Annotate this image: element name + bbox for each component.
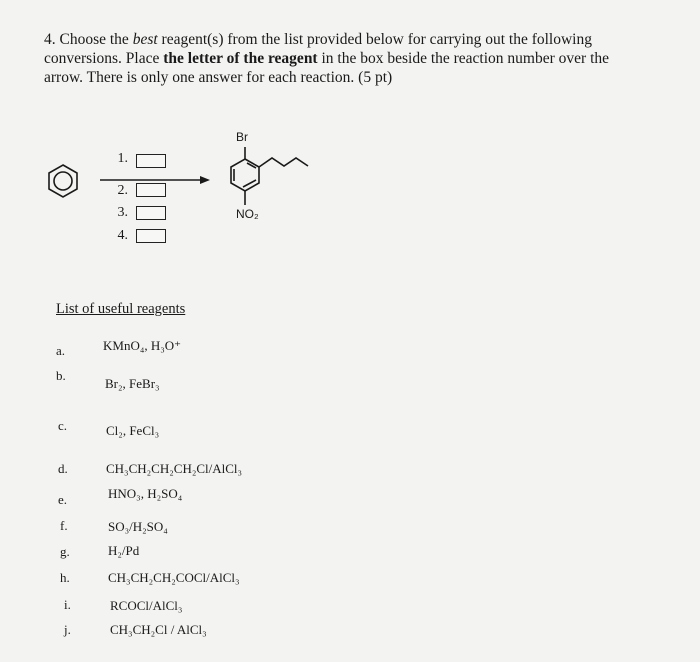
reagent-text-e: HNO₃, H₂SO₄ <box>108 486 183 501</box>
reagent-letter-b: b. <box>56 368 66 383</box>
reagent-letter-e: e. <box>58 492 68 507</box>
answer-box-1[interactable] <box>136 154 166 168</box>
answer-box-3[interactable] <box>136 206 166 220</box>
reagent-letter-j: j. <box>64 622 71 637</box>
reagent-text-b: Br₂, FeBr₃ <box>105 376 160 391</box>
reagent-letter-c: c. <box>58 418 68 433</box>
answer-box-2[interactable] <box>136 183 166 197</box>
question-text-2: reagent(s) from the list provided below for carrying out the following conversions. Place <box>44 31 592 67</box>
reagent-text-f: SO₃/H₂SO₄ <box>108 519 168 534</box>
reagent-letter-i: i. <box>64 597 71 612</box>
question-number: 4. <box>44 31 56 48</box>
question-text-1: Choose the <box>59 31 133 48</box>
product-sub-top: Br <box>236 130 248 144</box>
benzene-structure <box>49 165 77 197</box>
product-sub-bottom: NO₂ <box>236 207 259 221</box>
question-text-best: best <box>132 31 158 48</box>
reagent-text-a: KMnO₄, H₃O⁺ <box>103 338 182 353</box>
product-structure <box>231 147 308 205</box>
reagent-text-g: H₂/Pd <box>108 543 140 558</box>
reagent-text-d: CH₃CH₂CH₂CH₂Cl/AlCl₃ <box>106 461 243 476</box>
step-label-3: 3. <box>117 205 128 220</box>
question-text-bold: the letter of the reagent <box>163 50 318 67</box>
reagent-text-h: CH₃CH₂CH₂COCl/AlCl₃ <box>108 570 240 585</box>
reagent-letter-f: f. <box>60 518 68 533</box>
reagent-text-i: RCOCl/AlCl₃ <box>110 598 183 613</box>
step-label-4: 4. <box>117 228 128 243</box>
reagent-letter-h: h. <box>60 570 70 585</box>
answer-box-4[interactable] <box>136 229 166 243</box>
reagent-text-c: Cl₂, FeCl₃ <box>106 423 160 438</box>
reagent-letter-a: a. <box>56 343 66 358</box>
reagent-letter-g: g. <box>60 544 70 559</box>
reagent-letter-d: d. <box>58 461 68 476</box>
step-label-2: 2. <box>117 183 128 198</box>
step-label-1: 1. <box>117 151 128 166</box>
reagents-title: List of useful reagents <box>56 301 186 317</box>
reagent-text-j: CH₃CH₂Cl / AlCl₃ <box>110 622 207 637</box>
question-text-3: in the box beside the reaction number over the arrow. There is only one answer for each reaction. (5 pt) <box>44 50 609 86</box>
